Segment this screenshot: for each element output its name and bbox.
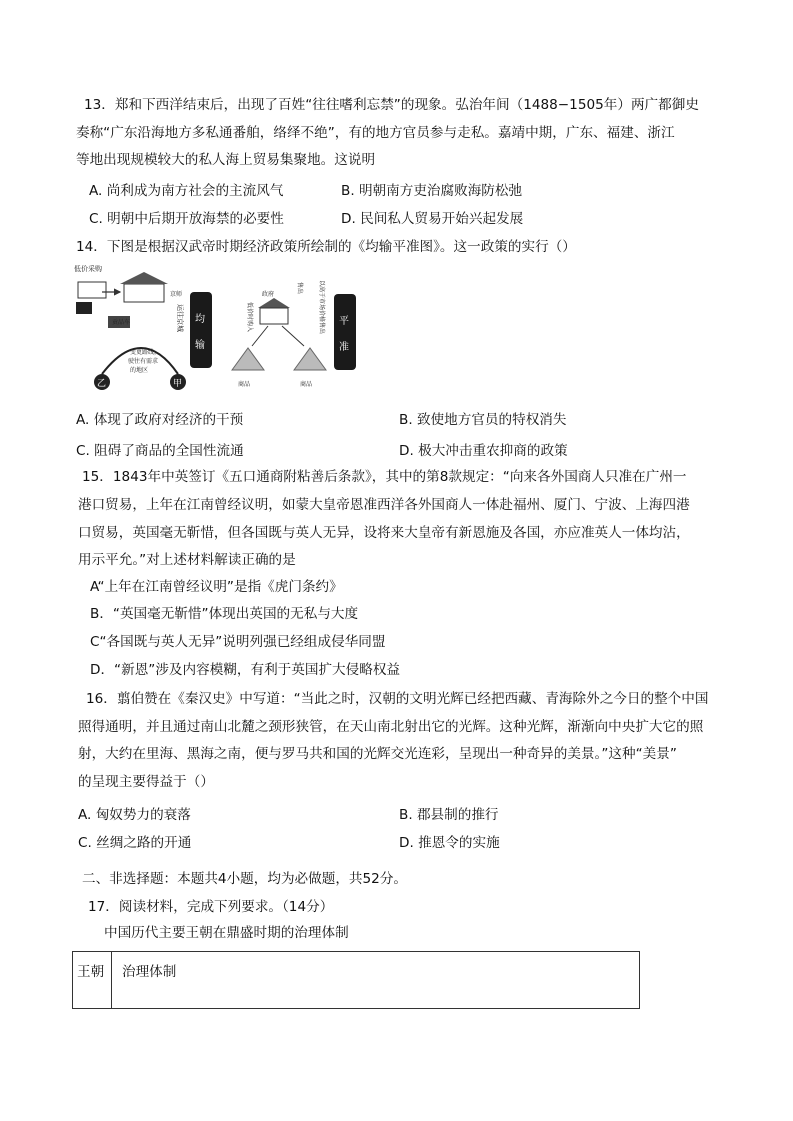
q13-option-a[interactable]: A. 尚利成为南方社会的主流风气 xyxy=(89,183,284,199)
q14-option-d[interactable]: D. 极大冲击重农抑商的政策 xyxy=(399,443,568,459)
q16-line-3: 射，大约在里海、黑海之南，便与罗马共和国的光辉交光连彩，呈现出一种奇异的美景。”这种“美景” xyxy=(78,746,677,762)
q14-stem: 14．下图是根据汉武帝时期经济政策所绘制的《均输平准图》。这一政策的实行（） xyxy=(76,239,576,255)
fig-label-yi: 乙 xyxy=(97,379,107,389)
fig-label-sell-high: 以高于市场价格售出 xyxy=(318,280,325,335)
q16-option-c[interactable]: C. 丝绸之路的开通 xyxy=(78,835,192,851)
fig-label-shu: 输 xyxy=(195,340,205,351)
q13-option-b[interactable]: B. 明朝南方吏治腐败海防松弛 xyxy=(341,183,523,199)
fig-label-low-price-purchase: 低价采购 xyxy=(74,265,102,273)
q16-line-1: 16．翦伯赞在《秦汉史》中写道：“当此之时，汉朝的文明光辉已经把西藏、青海除外之今日的整个中国 xyxy=(86,691,709,707)
q15-line-2: 港口贸易，上年在江南曾经议明，如蒙大皇帝恩准西洋各外国商人一体赴福州、厦门、宁波、上海四港 xyxy=(78,497,690,513)
fig-label-ping: 平 xyxy=(339,316,349,327)
q15-option-b[interactable]: B．“英国毫无靳惜”体现出英国的无私与大度 xyxy=(90,606,359,622)
fig-label-area: 的地区 xyxy=(130,367,149,374)
fig-label-government: 政府 xyxy=(262,291,275,298)
q17-stem: 17．阅读材料，完成下列要求。（14分） xyxy=(88,899,334,915)
q16-line-4: 的呈现主要得益于（） xyxy=(78,774,214,790)
fig-label-sell: 售出 xyxy=(296,282,303,295)
fig-label-change-route: 变更路线， xyxy=(130,349,161,356)
q13-line-2: 奏称“广东沿海地方多私通番舶，络绎不绝”，有的地方官员参与走私。嘉靖中期，广东、福建、浙江 xyxy=(76,125,675,141)
q14-option-c[interactable]: C. 阻碍了商品的全国性流通 xyxy=(76,443,244,459)
q15-line-4: 用示平允。”对上述材料解读正确的是 xyxy=(78,552,296,568)
fig-label-goods-left: 商品 xyxy=(238,381,251,388)
q15-option-a[interactable]: A“上年在江南曾经议明”是指《虎门条约》 xyxy=(90,579,343,595)
fig-label-jun: 均 xyxy=(195,314,205,325)
q13-option-c[interactable]: C. 明朝中后期开放海禁的必要性 xyxy=(89,211,284,227)
q15-line-3: 口贸易，英国毫无靳惜，但各国既与英人无异，设将来大皇帝有新恩施及各国，亦应准英人一体均沾， xyxy=(78,525,690,541)
fig-label-goods-right: 商品 xyxy=(300,381,313,388)
fig-label-zhun: 准 xyxy=(339,342,349,353)
fig-label-tribute-cart: 贡品车 xyxy=(112,319,131,326)
q13-option-d[interactable]: D. 民间私人贸易开始兴起发展 xyxy=(341,211,524,227)
q16-option-a[interactable]: A. 匈奴势力的衰落 xyxy=(78,807,191,823)
q16-line-2: 照得通明，并且通过南山北麓之颈形狭管，在天山南北射出它的光辉。这种光辉，渐渐向中央扩大它的照 xyxy=(78,719,704,735)
table-header-dynasty: 王朝 xyxy=(73,952,112,1009)
q14-option-b[interactable]: B. 致使地方官员的特权消失 xyxy=(399,412,567,428)
fig-label-to-capital: 运往京城 xyxy=(176,304,184,332)
fig-label-buy-low: 低价时购入 xyxy=(246,302,253,333)
q15-line-1: 15．1843年中英签订《五口通商附粘善后条款》，其中的第8款规定：“向来各外国商人只准在广州一 xyxy=(82,469,687,485)
q15-option-d[interactable]: D．“新恩”涉及内容模糊，有利于英国扩大侵略权益 xyxy=(90,662,401,678)
fig-label-capital: 京师 xyxy=(170,291,183,298)
fig-label-to-demand: 驶往有需求 xyxy=(128,358,159,365)
q13-line-3: 等地出现规模较大的私人海上贸易集聚地。这说明 xyxy=(76,152,376,168)
junshu-pingzhun-figure xyxy=(72,262,372,400)
q14-option-a[interactable]: A. 体现了政府对经济的干预 xyxy=(76,412,244,428)
table-header-governance: 治理体制 xyxy=(112,952,640,1009)
section-2-heading: 二、非选择题：本题共4小题，均为必做题，共52分。 xyxy=(82,871,408,887)
q13-line-1: 13．郑和下西洋结束后，出现了百姓“往往嗜利忘禁”的现象。弘治年间（1488−1505年）两广都御史 xyxy=(84,97,699,113)
dynasty-governance-table xyxy=(72,951,640,1009)
q16-option-b[interactable]: B. 郡县制的推行 xyxy=(399,807,499,823)
q16-option-d[interactable]: D. 推恩令的实施 xyxy=(399,835,500,851)
q17-table-caption: 中国历代主要王朝在鼎盛时期的治理体制 xyxy=(104,925,349,941)
fig-label-jia: 甲 xyxy=(173,379,183,389)
q15-option-c[interactable]: C“各国既与英人无异”说明列强已经组成侵华同盟 xyxy=(90,634,386,650)
